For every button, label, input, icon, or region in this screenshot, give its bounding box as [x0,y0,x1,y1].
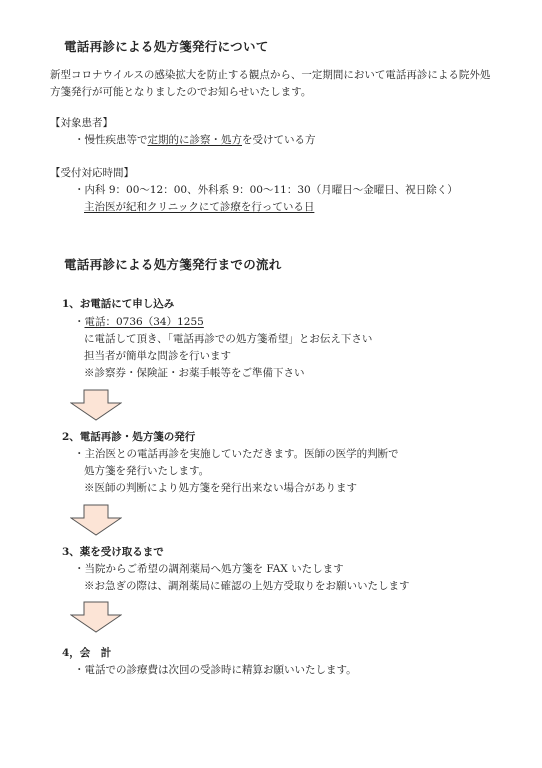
target-heading: 【対象患者】 [50,117,113,129]
step-3-line-1: ・当院からご希望の調剤薬局へ処方箋を FAX いたします [74,563,344,575]
hours-line-1: ・内科 9：00～12：00、外科系 9：00～11：30（月曜日～金曜日、祝日除く） [74,184,458,196]
step-2-line-3: ※医師の判断により処方箋を発行出来ない場合があります [84,482,357,494]
bullet: ・ [74,134,85,146]
step-4-heading: 4，会 計 [62,647,112,659]
bullet: ・ [74,316,85,328]
hours-heading: 【受付対応時間】 [50,167,134,179]
step-1-heading: 1、お電話にて申し込み [62,298,175,310]
flow-title: 電話再診による処方箋発行までの流れ [64,257,282,272]
step-1-line-2: 担当者が簡単な問診を行います [84,350,231,362]
step-2-heading: 2、電話再診・処方箋の発行 [62,431,196,443]
step-1-line-3: ※診察券・保険証・お薬手帳等をご準備下さい [84,367,305,379]
target-underlined: 定期的に診察・処方 [147,134,242,146]
step-1-line-1: に電話して頂き、「電話再診での処方箋希望」とお伝え下さい [84,333,373,345]
target-pre: 慢性疾患等で [84,134,148,146]
down-arrow-icon [70,601,122,633]
target-item [74,133,316,147]
step-2-line-1: ・主治医との電話再診を実施していただきます。医師の医学的判断で [74,448,399,460]
step-3-line-2: ※お急ぎの際は、調剤薬局に確認の上処方受取りをお願いいたします [84,580,410,592]
phone-number: 電話：0736（34）1255 [84,316,204,328]
step-4-line-1: ・電話での診療費は次回の受診時に精算お願いいたします。 [74,664,357,676]
intro-line-2: 方箋発行が可能となりましたのでお知らせいたします。 [50,86,312,98]
intro-line-1: 新型コロナウイルスの感染拡大を防止する観点から、一定期間において電話再診による院外処 [50,69,491,81]
page-title: 電話再診による処方箋発行について [64,39,269,54]
down-arrow-icon [70,389,122,421]
down-arrow-icon [70,504,122,536]
step-1-phone-line [74,315,204,329]
step-3-heading: 3、薬を受け取るまで [62,546,164,558]
step-2-line-2: 処方箋を発行いたします。 [84,465,210,477]
target-post: を受けている方 [242,134,316,146]
hours-line-2: 主治医が紀和クリニックにて診療を行っている日 [84,201,315,213]
